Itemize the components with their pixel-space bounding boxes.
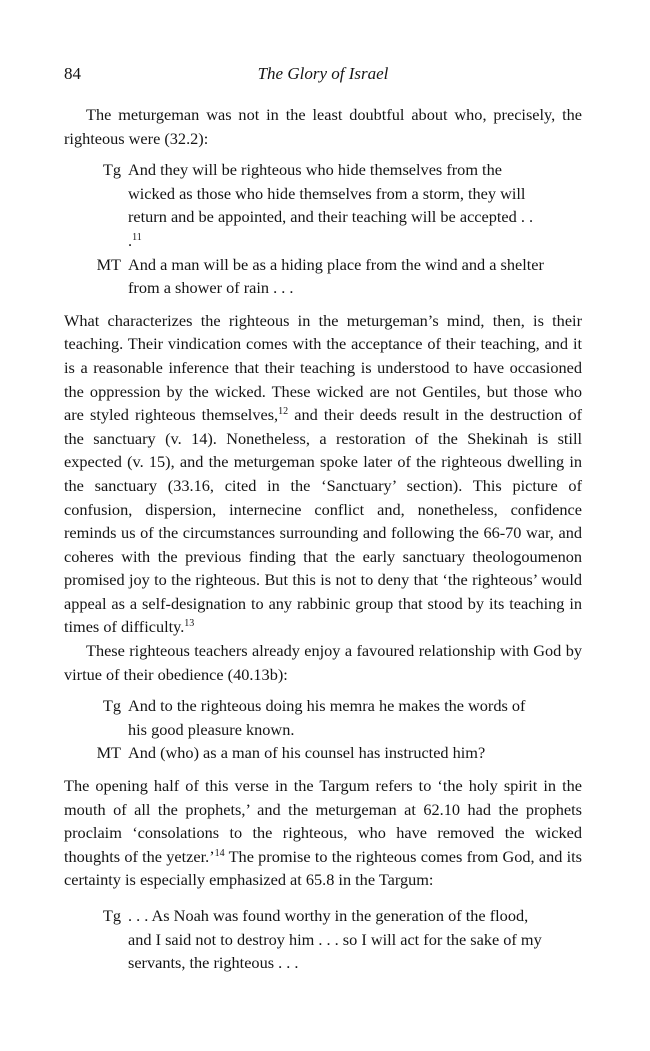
running-title: The Glory of Israel	[257, 64, 389, 83]
mt-label: MT	[96, 743, 121, 763]
page-number: 84	[64, 64, 81, 83]
paragraph-4-part-a: The opening half of this verse in the Targum refers to ‘the holy spirit in the mouth of all the prophets,’ and the meturgeman at 62.10 had the prophets proclaim ‘consolations to the righteous, who have removed the wicked thoughts of the yetzer.’	[64, 776, 582, 866]
paragraph-2	[64, 309, 582, 639]
paragraph-3: These righteous teachers already enjoy a favoured relationship with God by virtue of their obedience (40.13b):	[64, 641, 582, 684]
tg-label: Tg	[102, 160, 121, 180]
targum-line	[64, 904, 582, 975]
running-header	[64, 64, 582, 88]
tg-label: Tg	[102, 906, 121, 925]
paragraph-2-part-b: and their deeds result in the destruction of the sanctuary (v. 14). Nonetheless, a restoration of the Shekinah is still expected (v. 15), and the meturgeman spoke later of the righteous dwelling in the sanctuary (33.16, cited in the ‘Sanctuary’ section). This picture of confusion, dispersion, internecine conflict and, nonetheless, confidence reminds us of the circumstances surrounding and following the 66-70 war, and coheres with the previous finding that the early sanctuary theologoumenon promised joy to the righteous. But this is not to deny that ‘the righteous’ would appeal as a self-designation to any rabbinic group that stood by its teaching in times of difficulty.	[64, 405, 583, 637]
mt-text: And (who) as a man of his counsel has instructed him?	[128, 743, 486, 763]
paragraph-4-part-b: The promise to the righteous comes from God, and its certainty is especially emphasized at 65.8 in the Targum:	[64, 846, 582, 890]
footnote-ref-11: 11	[132, 231, 142, 243]
tg-text	[128, 158, 544, 252]
body-text	[64, 103, 582, 984]
tg-text-body: And they will be righteous who hide themselves from the wicked as those who hide themselves from a storm, they will return and be appointed, and their teaching will be accepted . . .	[128, 160, 534, 250]
mt-text: And a man will be as a hiding place from the wind and a shelter from a shower of rain . . .	[128, 254, 544, 298]
paragraph-1: The meturgeman was not in the least doubtful about who, precisely, the righteous were (32.2):	[64, 105, 582, 148]
footnote-ref-12: 12	[278, 406, 289, 418]
tg-text: . . . As Noah was found worthy in the generation of the flood, and I said not to destroy him . . . so I will act for the sake of my servants, the righteous . . .	[128, 906, 542, 973]
mt-label: MT	[96, 254, 121, 274]
paragraph-2-part-a: What characterizes the righteous in the meturgeman’s mind, then, is their teaching. Their vindication comes with the acceptance of their teaching, and it is a reasonable inference that their teaching is understood to have occasioned the oppression by the wicked. These wicked are not Gentiles, but those who are styled righteous themselves,	[64, 310, 582, 425]
footnote-ref-14: 14	[214, 847, 225, 859]
tg-text: And to the righteous doing his memra he makes the words of his good pleasure known.	[128, 696, 526, 739]
footnote-ref-13: 13	[184, 618, 195, 630]
targum-line	[64, 694, 582, 741]
masoretic-line	[64, 253, 582, 300]
targum-line	[64, 158, 582, 252]
quotation-65-8	[64, 904, 582, 975]
quotation-32-2	[64, 158, 582, 300]
paragraph-4	[64, 774, 582, 892]
tg-label: Tg	[102, 696, 121, 716]
quotation-40-13b	[64, 694, 582, 765]
masoretic-line	[64, 741, 582, 765]
